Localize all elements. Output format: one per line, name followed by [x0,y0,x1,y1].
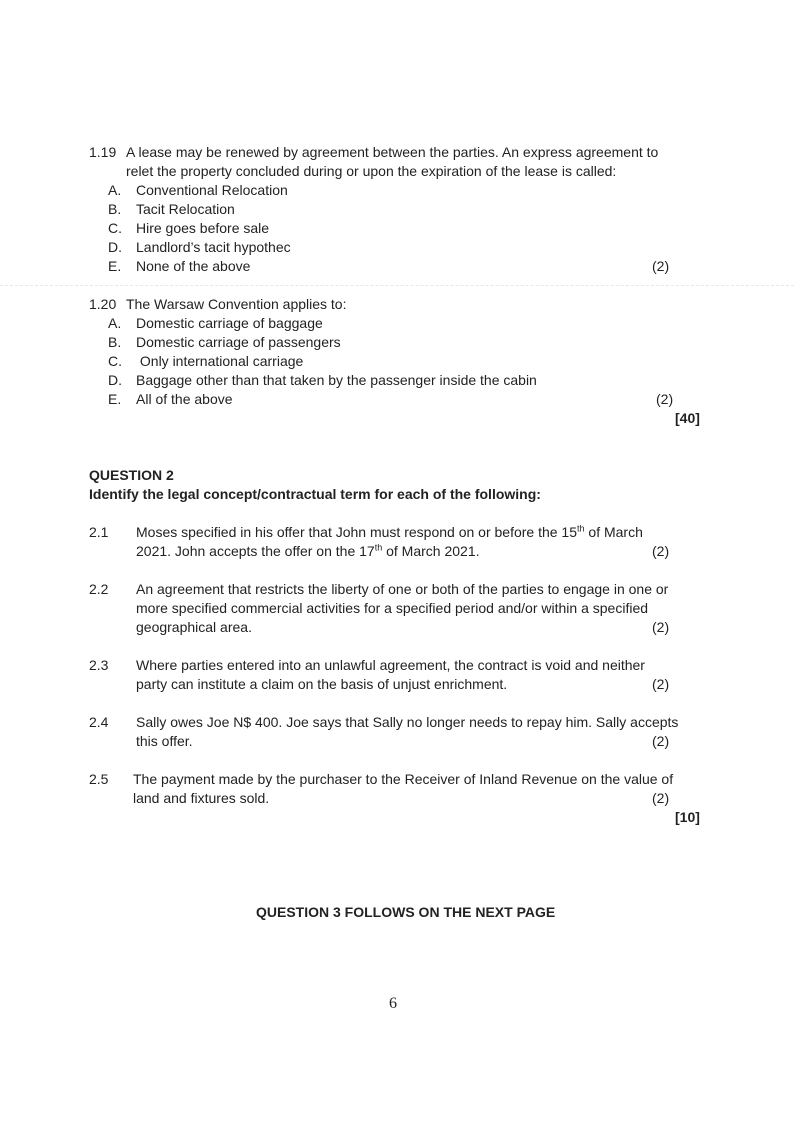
option-letter: E. [108,258,122,274]
question-stem-line: relet the property concluded during or upon the expiration of the lease is called: [126,163,617,179]
item-text-line: more specified commercial activities for a specified period and/or within a specified [136,600,649,616]
section-heading: QUESTION 2 [89,467,174,483]
question-stem-line: The Warsaw Convention applies to: [126,296,347,312]
marks-label: (2) [652,258,670,274]
item-text-line: An agreement that restricts the liberty of one or both of the parties to engage in one or [136,581,669,597]
option-letter: D. [108,239,122,255]
option-text: Domestic carriage of passengers [136,334,341,350]
option-text: Hire goes before sale [136,220,270,236]
item-text-line: Sally owes Joe N$ 400. Joe says that Sally no longer needs to repay him. Sally accepts [136,714,679,730]
option-text: Baggage other than that taken by the passenger inside the cabin [136,372,537,388]
item-text-line: Moses specified in his offer that John must respond on or before the 15th of March [136,523,643,540]
option-text: None of the above [136,258,251,274]
option-text: Domestic carriage of baggage [136,315,323,331]
option-letter: C. [108,353,122,369]
item-number: 2.5 [89,771,109,787]
option-text: Tacit Relocation [136,201,235,217]
item-number: 2.2 [89,581,109,597]
question-number: 1.19 [89,144,117,160]
option-letter: E. [108,391,122,407]
item-text-line: geographical area. [136,619,252,635]
item-text-line: The payment made by the purchaser to the Receiver of Inland Revenue on the value of [133,771,674,787]
marks-label: (2) [652,619,670,635]
section-instruction: Identify the legal concept/contractual term for each of the following: [89,486,541,502]
next-page-note: QUESTION 3 FOLLOWS ON THE NEXT PAGE [256,904,556,920]
option-text: Conventional Relocation [136,182,288,198]
item-number: 2.1 [89,524,109,540]
option-letter: C. [108,220,122,236]
option-text: All of the above [136,391,233,407]
item-text-line: land and fixtures sold. [133,790,270,806]
marks-label: (2) [652,543,670,559]
option-letter: D. [108,372,122,388]
scan-artifact-line [0,285,794,286]
item-text-line: this offer. [136,733,193,749]
option-letter: B. [108,201,122,217]
marks-label: (2) [652,733,670,749]
marks-label: (2) [652,790,670,806]
item-text-line: Where parties entered into an unlawful agreement, the contract is void and neither [136,657,645,673]
page-number: 6 [389,995,397,1012]
marks-label: (2) [652,676,670,692]
item-number: 2.3 [89,657,109,673]
option-text: Landlord’s tacit hypothec [136,239,291,255]
question-number: 1.20 [89,296,117,312]
option-letter: A. [108,315,122,331]
section-total: [10] [675,809,700,825]
item-text-line: party can institute a claim on the basis of unjust enrichment. [136,676,508,692]
item-number: 2.4 [89,714,109,730]
item-text-line: 2021. John accepts the offer on the 17th of March 2021. [136,542,480,559]
question-stem-line: A lease may be renewed by agreement between the parties. An express agreement to [126,144,659,160]
section-total: [40] [675,410,700,426]
option-letter: A. [108,182,122,198]
marks-label: (2) [656,391,674,407]
option-text: Only international carriage [136,353,304,369]
option-letter: B. [108,334,122,350]
